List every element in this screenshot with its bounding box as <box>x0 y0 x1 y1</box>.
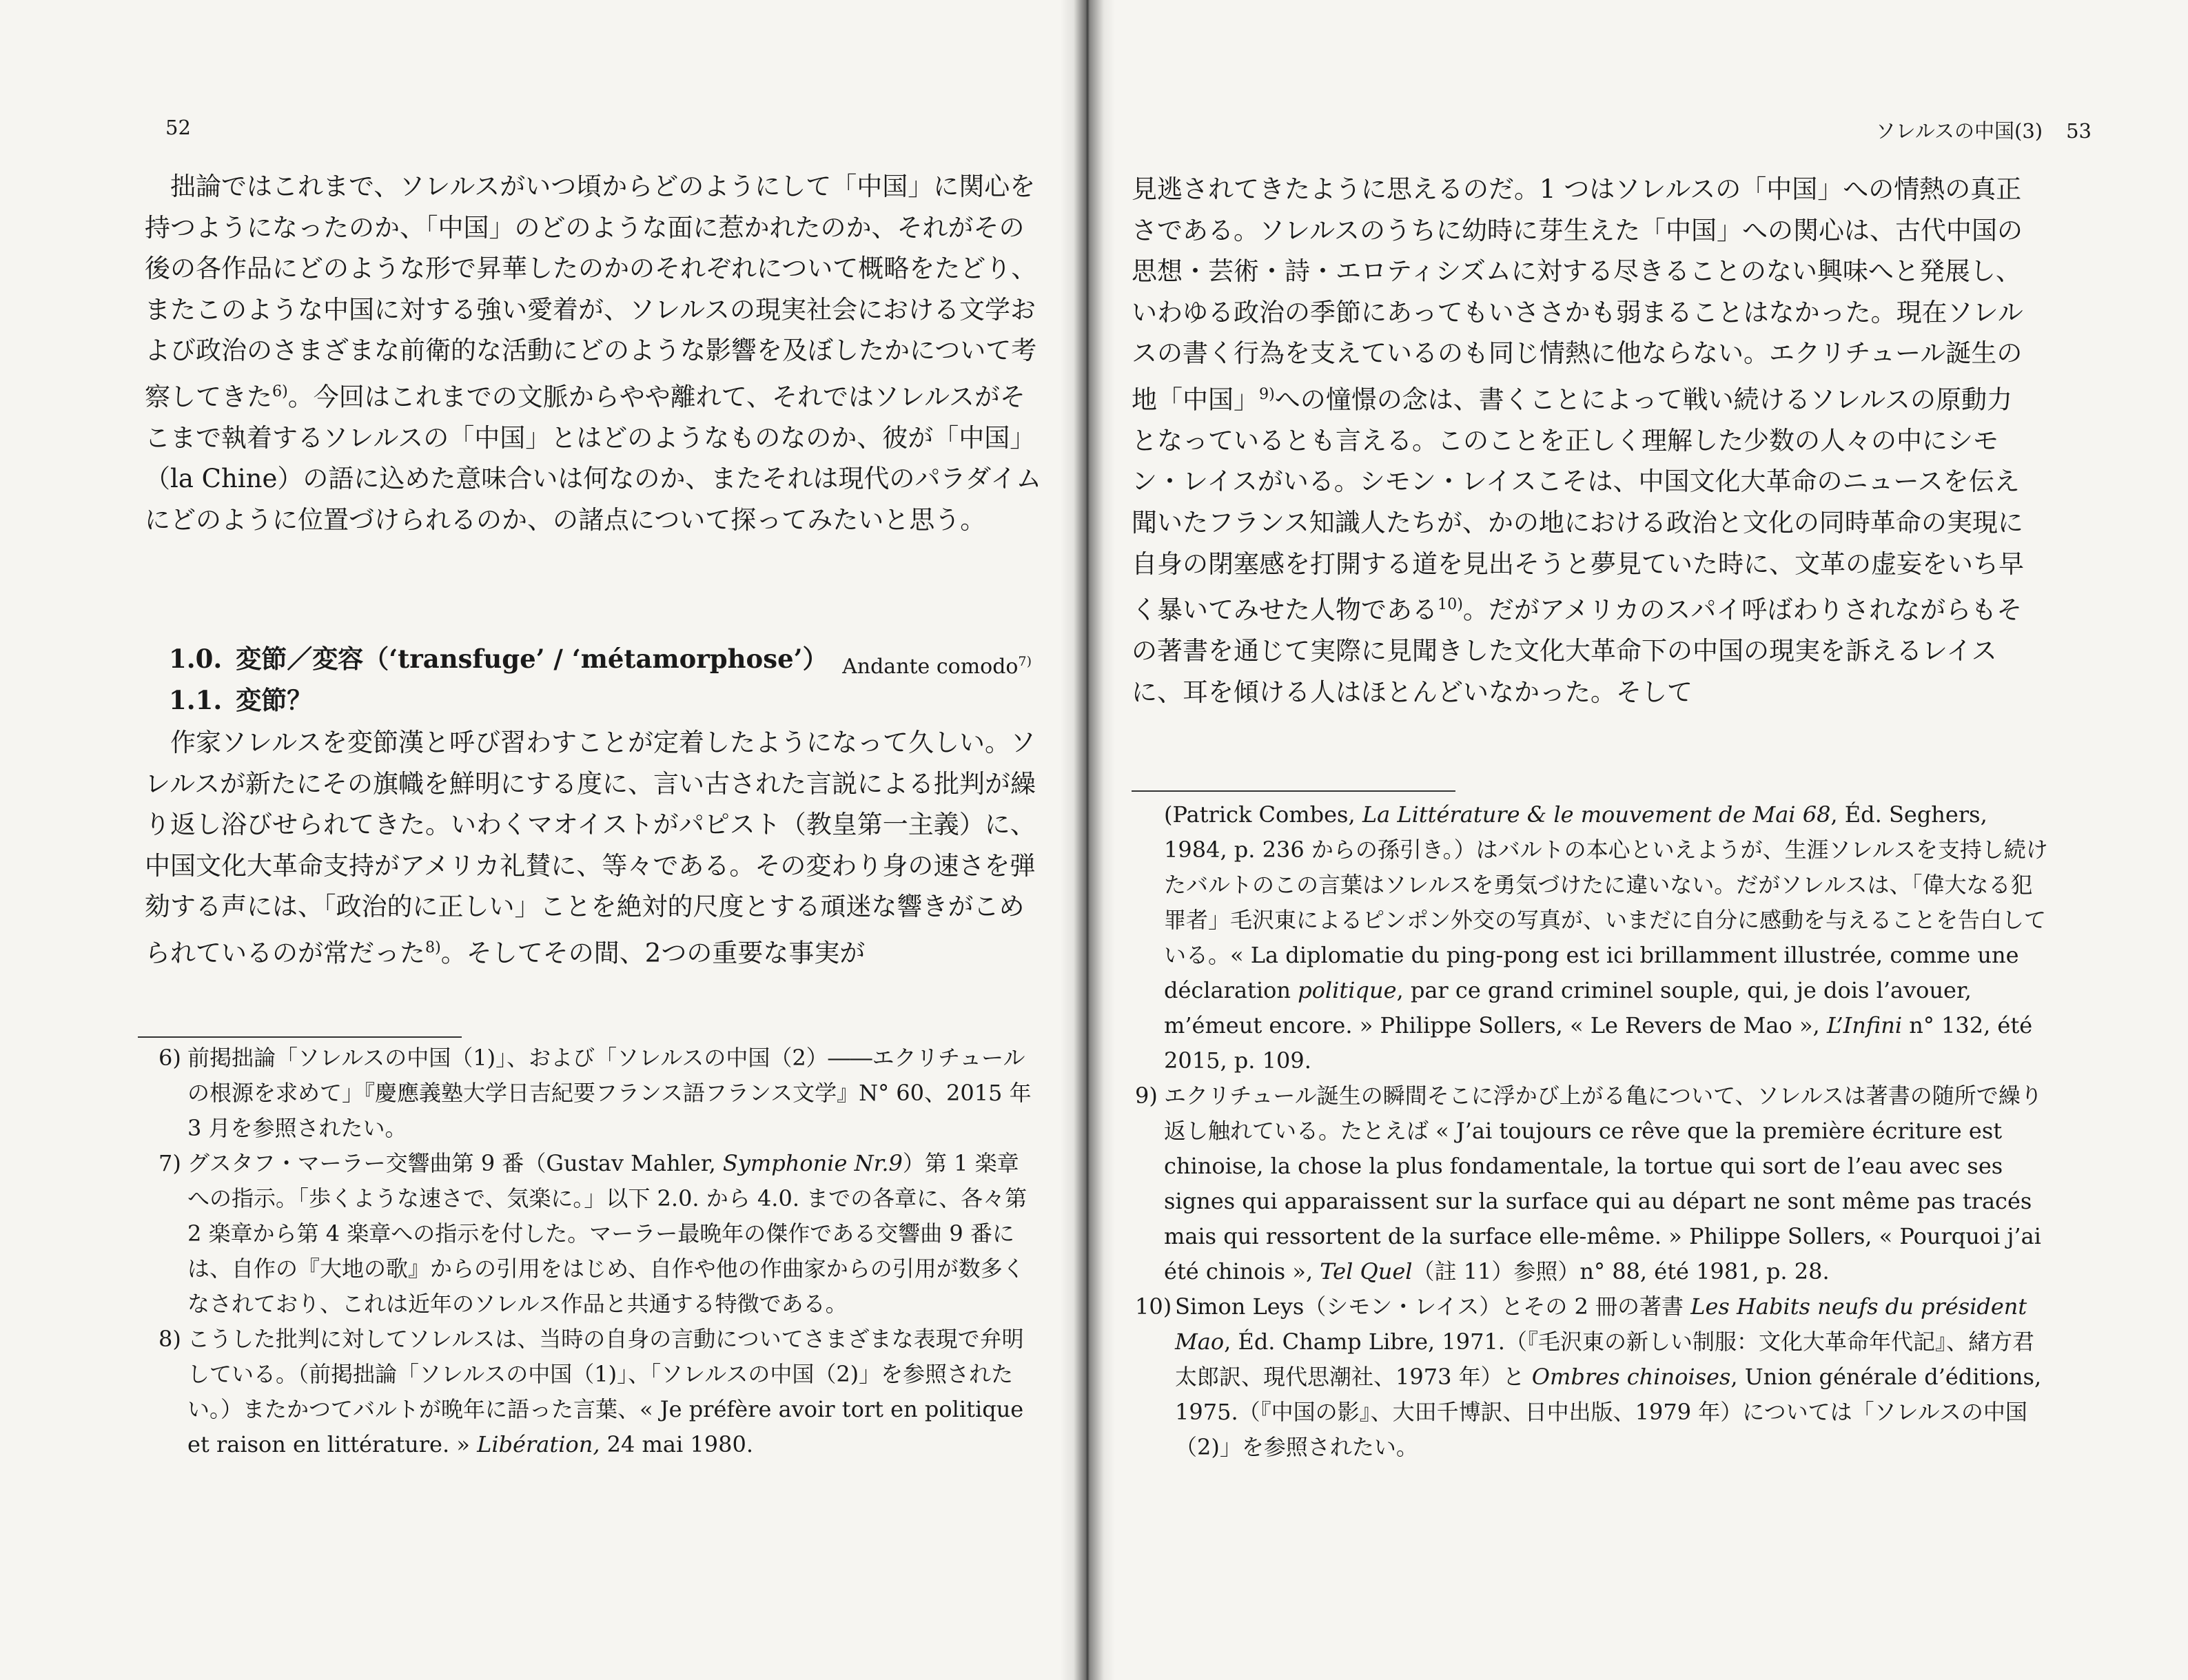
footnote: 8) こうした批判に対してソレルスは、当時の自身の言動についてさまざまな表現で弁明している。（前掲拙論「ソレルスの中国（1)」、「ソレルスの中国（2)」を参照されたい。）またかつてバルトが晩年に語った言葉、« Je préfère avoir tort en politique et raison en littérature. » Libération, 24 mai 1980. <box>159 1326 1024 1457</box>
book-gutter-shadow <box>1060 0 1115 1680</box>
note-ref: 10) <box>1438 595 1463 614</box>
footnotes <box>1135 797 2052 1465</box>
footnote: 7) グスタフ・マーラー交響曲第 9 番（Gustav Mahler, Symphonie Nr.9）第 1 楽章への指示。「歩くような速さで、気楽に。」以下 2.0. から 4.0. までの各章に、各々第 2 楽章から第 4 楽章への指示を付した。マーラー最晩年の傑作である交響曲 9 番には、自作の『大地の歌』からの引用をはじめ、自作や他の作曲家からの引用が数多くなされており、これは近年のソレルス作品と共通する特徴である。 <box>159 1150 1027 1317</box>
page-number: 52 <box>165 116 191 139</box>
right-page <box>1083 0 2188 1680</box>
tempo-marking: Andante comodo$^{7)}$ <box>842 654 1032 679</box>
footnote: 9) エクリチュール誕生の瞬間そこに浮かび上がる亀について、ソレルスは著書の随所で繰り返し触れている。たとえば « J’ai toujours ce rêve que la première écriture est chinoise, la chose la plus fondamentale, la tortue qui sort de l’eau avec ses signes qui apparaissent sur la surface qui au départ ne sont même pas tracés mais qui ressortent de la surface elle-même. » Philippe Sollers, « Pourquoi j’ai été chinois », Tel Quel（註 11）参照）n° 88, été 1981, p. 28. <box>1135 1083 2043 1284</box>
running-head: ソレルスの中国(3) 53 <box>1875 119 2092 143</box>
body-paragraph: 作家ソレルスを変節漢と呼び習わすことが定着したようになって久しい。ソレルスが新たにその旗幟を鮮明にする度に、言い古された言説による批判が繰り返し浴びせられてきた。いわくマオイストがパピスト（教皇第一主義）に、中国文化大革命支持がアメリカ礼賛に、等々である。その変わり身の速さを弾劾する声には、「政治的に正しい」ことを絶対的尺度とする頑迷な響きがこめられているのが常だった$^{8)}$。そしてその間、2つの重要な事実が <box>145 728 1036 968</box>
page-number: 53 <box>2066 119 2092 143</box>
note-ref: 8) <box>425 938 441 956</box>
left-page <box>0 0 1083 1680</box>
note-ref: 9) <box>1259 385 1275 403</box>
footnote-continuation: (Patrick Combes, La Littérature & le mouvement de Mai 68, Éd. Seghers, 1984, p. 236 からの孫引き。）はバルトの本心といえようが、生涯ソレルスを支持し続けたバルトのこの言葉はソレルスを勇気づけたに違いない。だがソレルスは、「偉大なる犯罪者」毛沢東によるピンポン外交の写真が、いまだに自分に感動を与えることを告白している。« La diplomatie du ping-pong est ici brillamment illustrée, comme une déclaration politique, par ce grand criminel souple, qui, je dois l’avouer, m’émeut encore. » Philippe Sollers, « Le Revers de Mao », L’Infini n° 132, été 2015, p. 109. <box>1164 801 2048 1074</box>
footnotes <box>159 1041 1034 1462</box>
section-heading-1-1: 1.1. 変節？ <box>169 685 313 715</box>
footnote: 6) 前掲拙論「ソレルスの中国（1)」、および「ソレルスの中国（2）――エクリチュールの根源を求めて」『慶應義塾大学日吉紀要フランス語フランス文学』N° 60、2015 年 3 月を参照されたい。 <box>159 1045 1032 1141</box>
footnote: 10) Simon Leys（シモン・レイス）とその 2 冊の著書 Les Habits neufs du président Mao, Éd. Champ Libre, 1971.（『毛沢東の新しい制服：文化大革命年代記』、緒方君太郎訳、現代思潮社、1973 年）と Ombres chinoises, Union générale d’éditions, 1975.（『中国の影』、大田千博訳、日中出版、1979 年）については「ソレルスの中国（2)」を参照されたい。 <box>1135 1293 2042 1460</box>
body-paragraph: 拙論ではこれまで、ソレルスがいつ頃からどのようにして「中国」に関心を持つようになったのか、「中国」のどのような面に惹かれたのか、それがその後の各作品にどのような形で昇華したのかのそれぞれについて概略をたどり、またこのような中国に対する強い愛着が、ソレルスの現実社会における文学および政治のさまざまな前衛的な活動にどのような影響を及ぼしたかについて考察してきた$^{6)}$。今回はこれまでの文脈からやや離れて、それではソレルスがそこまで執着するソレルスの「中国」とはどのようなものなのか、彼が「中国」（la Chine）の語に込めた意味合いは何なのか、またそれは現代のパラダイムにどのように位置づけられるのか、の諸点について探ってみたいと思う。 <box>145 172 1042 535</box>
section-heading-1-0: 1.0. 変節／変容（‘transfuge’ / ‘métamorphose’） Andante comodo$^{7)}$ <box>169 638 1037 680</box>
footnote-rule <box>138 1036 462 1038</box>
body-paragraph: 見逃されてきたように思えるのだ。1 つはソレルスの「中国」への情熱の真正さである。ソレルスのうちに幼時に芽生えた「中国」への関心は、古代中国の思想・芸術・詩・エロティシズムに対する尽きることのない興味へと発展し、いわゆる政治の季節にあってもいささかも弱まることはなかった。現在ソレルスの書く行為を支えているのも同じ情熱に他ならない。エクリチュール誕生の地「中国」$^{9)}$への憧憬の念は、書くことによって戦い続けるソレルスの原動力となっているとも言える。このことを正しく理解した少数の人々の中にシモン・レイスがいる。シモン・レイスこそは、中国文化大革命のニュースを伝え聞いたフランス知識人たちが、かの地における政治と文化の同時革命の実現に自身の閉塞感を打開する道を見出そうと夢見ていた時に、文革の虚妄をいち早く暴いてみせた人物である$^{10)}$。だがアメリカのスパイ呼ばわりされながらもその著書を通じて実際に見聞きした文化大革命下の中国の現実を訴えるレイスに、耳を傾ける人はほとんどいなかった。そして <box>1132 174 2024 707</box>
footnote-rule <box>1132 790 1455 792</box>
note-ref: 6) <box>272 382 288 400</box>
